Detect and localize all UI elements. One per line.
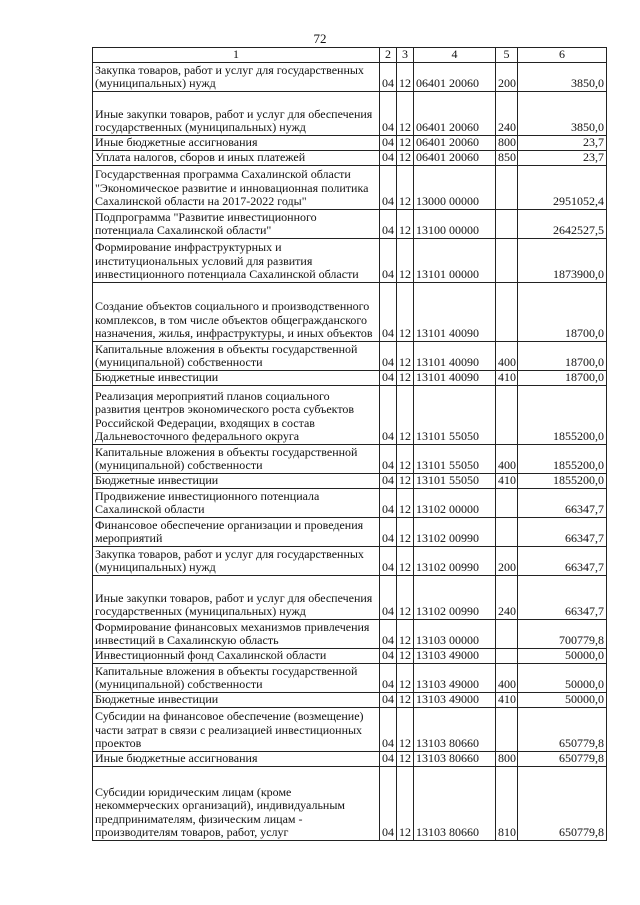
row-name: Иные бюджетные ассигнования (93, 752, 380, 767)
table-row (93, 166, 607, 210)
row-expense-type (496, 386, 518, 445)
row-subsection: 12 (397, 664, 414, 693)
row-section: 04 (380, 518, 397, 547)
row-expense-type: 410 (496, 371, 518, 386)
row-subsection: 12 (397, 166, 414, 210)
page-number: 72 (313, 31, 327, 46)
row-subsection: 12 (397, 489, 414, 518)
row-section: 04 (380, 342, 397, 371)
row-target-code: 06401 20060 (414, 92, 496, 136)
row-amount: 66347,7 (518, 518, 607, 547)
row-target-code: 13103 80660 (414, 752, 496, 767)
row-target-code: 13102 00990 (414, 547, 496, 576)
row-target-code: 13101 00000 (414, 239, 496, 283)
row-section: 04 (380, 210, 397, 239)
row-expense-type (496, 283, 518, 342)
header-col-2: 2 (380, 48, 397, 63)
row-subsection: 12 (397, 151, 414, 166)
row-expense-type (496, 210, 518, 239)
header-col-5: 5 (496, 48, 518, 63)
row-name: Иные закупки товаров, работ и услуг для обеспечения государственных (муниципальных) нужд (93, 92, 380, 136)
row-target-code: 13101 40090 (414, 371, 496, 386)
row-amount: 23,7 (518, 151, 607, 166)
row-name: Закупка товаров, работ и услуг для государственных (муниципальных) нужд (93, 547, 380, 576)
header-col-3: 3 (397, 48, 414, 63)
row-amount: 1855200,0 (518, 474, 607, 489)
row-amount: 700779,8 (518, 620, 607, 649)
row-target-code: 13102 00000 (414, 489, 496, 518)
row-section: 04 (380, 92, 397, 136)
row-amount: 50000,0 (518, 664, 607, 693)
table-row (93, 136, 607, 151)
row-section: 04 (380, 489, 397, 518)
row-section: 04 (380, 63, 397, 92)
row-target-code: 13000 00000 (414, 166, 496, 210)
row-name: Бюджетные инвестиции (93, 474, 380, 489)
row-expense-type: 800 (496, 136, 518, 151)
row-target-code: 06401 20060 (414, 151, 496, 166)
row-section: 04 (380, 693, 397, 708)
table-row (93, 708, 607, 752)
table-row (93, 151, 607, 166)
row-section: 04 (380, 547, 397, 576)
row-section: 04 (380, 166, 397, 210)
row-subsection: 12 (397, 386, 414, 445)
row-expense-type: 800 (496, 752, 518, 767)
row-amount: 1855200,0 (518, 445, 607, 474)
row-amount: 23,7 (518, 136, 607, 151)
row-amount: 1855200,0 (518, 386, 607, 445)
table-row (93, 693, 607, 708)
row-section: 04 (380, 649, 397, 664)
row-section: 04 (380, 752, 397, 767)
row-section: 04 (380, 239, 397, 283)
header-col-6: 6 (518, 48, 607, 63)
row-subsection: 12 (397, 547, 414, 576)
row-amount: 66347,7 (518, 489, 607, 518)
table-row (93, 474, 607, 489)
row-target-code: 13100 00000 (414, 210, 496, 239)
row-amount: 50000,0 (518, 649, 607, 664)
row-subsection: 12 (397, 371, 414, 386)
row-name: Уплата налогов, сборов и иных платежей (93, 151, 380, 166)
table-row (93, 649, 607, 664)
row-subsection: 12 (397, 136, 414, 151)
row-expense-type: 240 (496, 576, 518, 620)
row-expense-type (496, 649, 518, 664)
row-target-code: 13101 40090 (414, 283, 496, 342)
row-target-code: 13103 80660 (414, 708, 496, 752)
row-expense-type: 810 (496, 767, 518, 841)
table-row (93, 371, 607, 386)
row-section: 04 (380, 386, 397, 445)
row-name: Капитальные вложения в объекты государственной (муниципальной) собственности (93, 445, 380, 474)
row-name: Субсидии юридическим лицам (кроме некоммерческих организаций), индивидуальным предпринимателям, физическим лицам - производителям товаров, работ, услуг (93, 767, 380, 841)
row-section: 04 (380, 151, 397, 166)
table-row (93, 386, 607, 445)
table-row (93, 342, 607, 371)
row-target-code: 13102 00990 (414, 518, 496, 547)
row-amount: 650779,8 (518, 708, 607, 752)
row-expense-type (496, 489, 518, 518)
row-amount: 18700,0 (518, 342, 607, 371)
table-row (93, 547, 607, 576)
table-row (93, 92, 607, 136)
row-target-code: 13101 40090 (414, 342, 496, 371)
row-expense-type: 410 (496, 693, 518, 708)
row-section: 04 (380, 474, 397, 489)
row-section: 04 (380, 664, 397, 693)
row-subsection: 12 (397, 752, 414, 767)
row-amount: 66347,7 (518, 547, 607, 576)
row-name: Иные бюджетные ассигнования (93, 136, 380, 151)
row-name: Бюджетные инвестиции (93, 693, 380, 708)
table-row (93, 620, 607, 649)
row-expense-type: 200 (496, 547, 518, 576)
row-target-code: 13103 80660 (414, 767, 496, 841)
table-row (93, 283, 607, 342)
header-col-4: 4 (414, 48, 496, 63)
row-subsection: 12 (397, 767, 414, 841)
row-name: Инвестиционный фонд Сахалинской области (93, 649, 380, 664)
row-amount: 650779,8 (518, 767, 607, 841)
row-expense-type (496, 166, 518, 210)
table-row (93, 752, 607, 767)
row-amount: 3850,0 (518, 92, 607, 136)
row-expense-type: 400 (496, 445, 518, 474)
row-name: Закупка товаров, работ и услуг для государственных (муниципальных) нужд (93, 63, 380, 92)
table-row (93, 445, 607, 474)
row-expense-type: 200 (496, 63, 518, 92)
row-name: Продвижение инвестиционного потенциала Сахалинской области (93, 489, 380, 518)
budget-table (92, 47, 607, 841)
row-target-code: 06401 20060 (414, 63, 496, 92)
row-amount: 650779,8 (518, 752, 607, 767)
row-section: 04 (380, 620, 397, 649)
table-row (93, 767, 607, 841)
row-expense-type: 410 (496, 474, 518, 489)
row-subsection: 12 (397, 518, 414, 547)
row-name: Финансовое обеспечение организации и проведения мероприятий (93, 518, 380, 547)
row-target-code: 13103 49000 (414, 664, 496, 693)
row-section: 04 (380, 708, 397, 752)
row-subsection: 12 (397, 239, 414, 283)
row-name: Субсидии на финансовое обеспечение (возмещение) части затрат в связи с реализацией инвестиционных проектов (93, 708, 380, 752)
table-header-row (93, 48, 607, 63)
row-expense-type: 400 (496, 342, 518, 371)
row-expense-type (496, 620, 518, 649)
row-target-code: 13101 55050 (414, 474, 496, 489)
row-name: Реализация мероприятий планов социального развития центров экономического роста субъектов Российской Федерации, входящих в состав Дальневосточного федерального округа (93, 386, 380, 445)
row-section: 04 (380, 136, 397, 151)
row-subsection: 12 (397, 445, 414, 474)
row-target-code: 13101 55050 (414, 386, 496, 445)
row-amount: 1873900,0 (518, 239, 607, 283)
row-name: Иные закупки товаров, работ и услуг для обеспечения государственных (муниципальных) нужд (93, 576, 380, 620)
row-amount: 3850,0 (518, 63, 607, 92)
row-expense-type (496, 518, 518, 547)
row-section: 04 (380, 371, 397, 386)
row-amount: 50000,0 (518, 693, 607, 708)
row-name: Государственная программа Сахалинской области "Экономическое развитие и инновационная политика Сахалинской области на 2017-2022 годы" (93, 166, 380, 210)
table-row (93, 576, 607, 620)
row-section: 04 (380, 576, 397, 620)
row-subsection: 12 (397, 474, 414, 489)
row-subsection: 12 (397, 283, 414, 342)
row-subsection: 12 (397, 342, 414, 371)
row-subsection: 12 (397, 708, 414, 752)
table-row (93, 664, 607, 693)
row-target-code: 13103 00000 (414, 620, 496, 649)
row-amount: 66347,7 (518, 576, 607, 620)
row-subsection: 12 (397, 620, 414, 649)
row-amount: 2951052,4 (518, 166, 607, 210)
row-target-code: 13103 49000 (414, 649, 496, 664)
row-expense-type: 400 (496, 664, 518, 693)
row-target-code: 13103 49000 (414, 693, 496, 708)
row-subsection: 12 (397, 693, 414, 708)
row-target-code: 13101 55050 (414, 445, 496, 474)
row-expense-type (496, 239, 518, 283)
row-expense-type: 240 (496, 92, 518, 136)
table-row (93, 239, 607, 283)
row-expense-type: 850 (496, 151, 518, 166)
row-subsection: 12 (397, 63, 414, 92)
table-row (93, 518, 607, 547)
row-section: 04 (380, 767, 397, 841)
row-target-code: 13102 00990 (414, 576, 496, 620)
row-target-code: 06401 20060 (414, 136, 496, 151)
row-name: Подпрограмма "Развитие инвестиционного потенциала Сахалинской области" (93, 210, 380, 239)
row-subsection: 12 (397, 210, 414, 239)
row-subsection: 12 (397, 92, 414, 136)
row-amount: 18700,0 (518, 283, 607, 342)
row-subsection: 12 (397, 649, 414, 664)
table-row (93, 210, 607, 239)
row-name: Создание объектов социального и производственного комплексов, в том числе объектов общегражданского назначения, жилья, инфраструктуры, и иных объектов (93, 283, 380, 342)
header-col-1: 1 (93, 48, 380, 63)
row-name: Формирование инфраструктурных и институциональных условий для развития инвестиционного потенциала Сахалинской области (93, 239, 380, 283)
table-row (93, 63, 607, 92)
row-expense-type (496, 708, 518, 752)
row-name: Капитальные вложения в объекты государственной (муниципальной) собственности (93, 342, 380, 371)
row-name: Бюджетные инвестиции (93, 371, 380, 386)
row-section: 04 (380, 445, 397, 474)
row-subsection: 12 (397, 576, 414, 620)
row-amount: 18700,0 (518, 371, 607, 386)
row-section: 04 (380, 283, 397, 342)
row-amount: 2642527,5 (518, 210, 607, 239)
table-row (93, 489, 607, 518)
row-name: Формирование финансовых механизмов привлечения инвестиций в Сахалинскую область (93, 620, 380, 649)
row-name: Капитальные вложения в объекты государственной (муниципальной) собственности (93, 664, 380, 693)
